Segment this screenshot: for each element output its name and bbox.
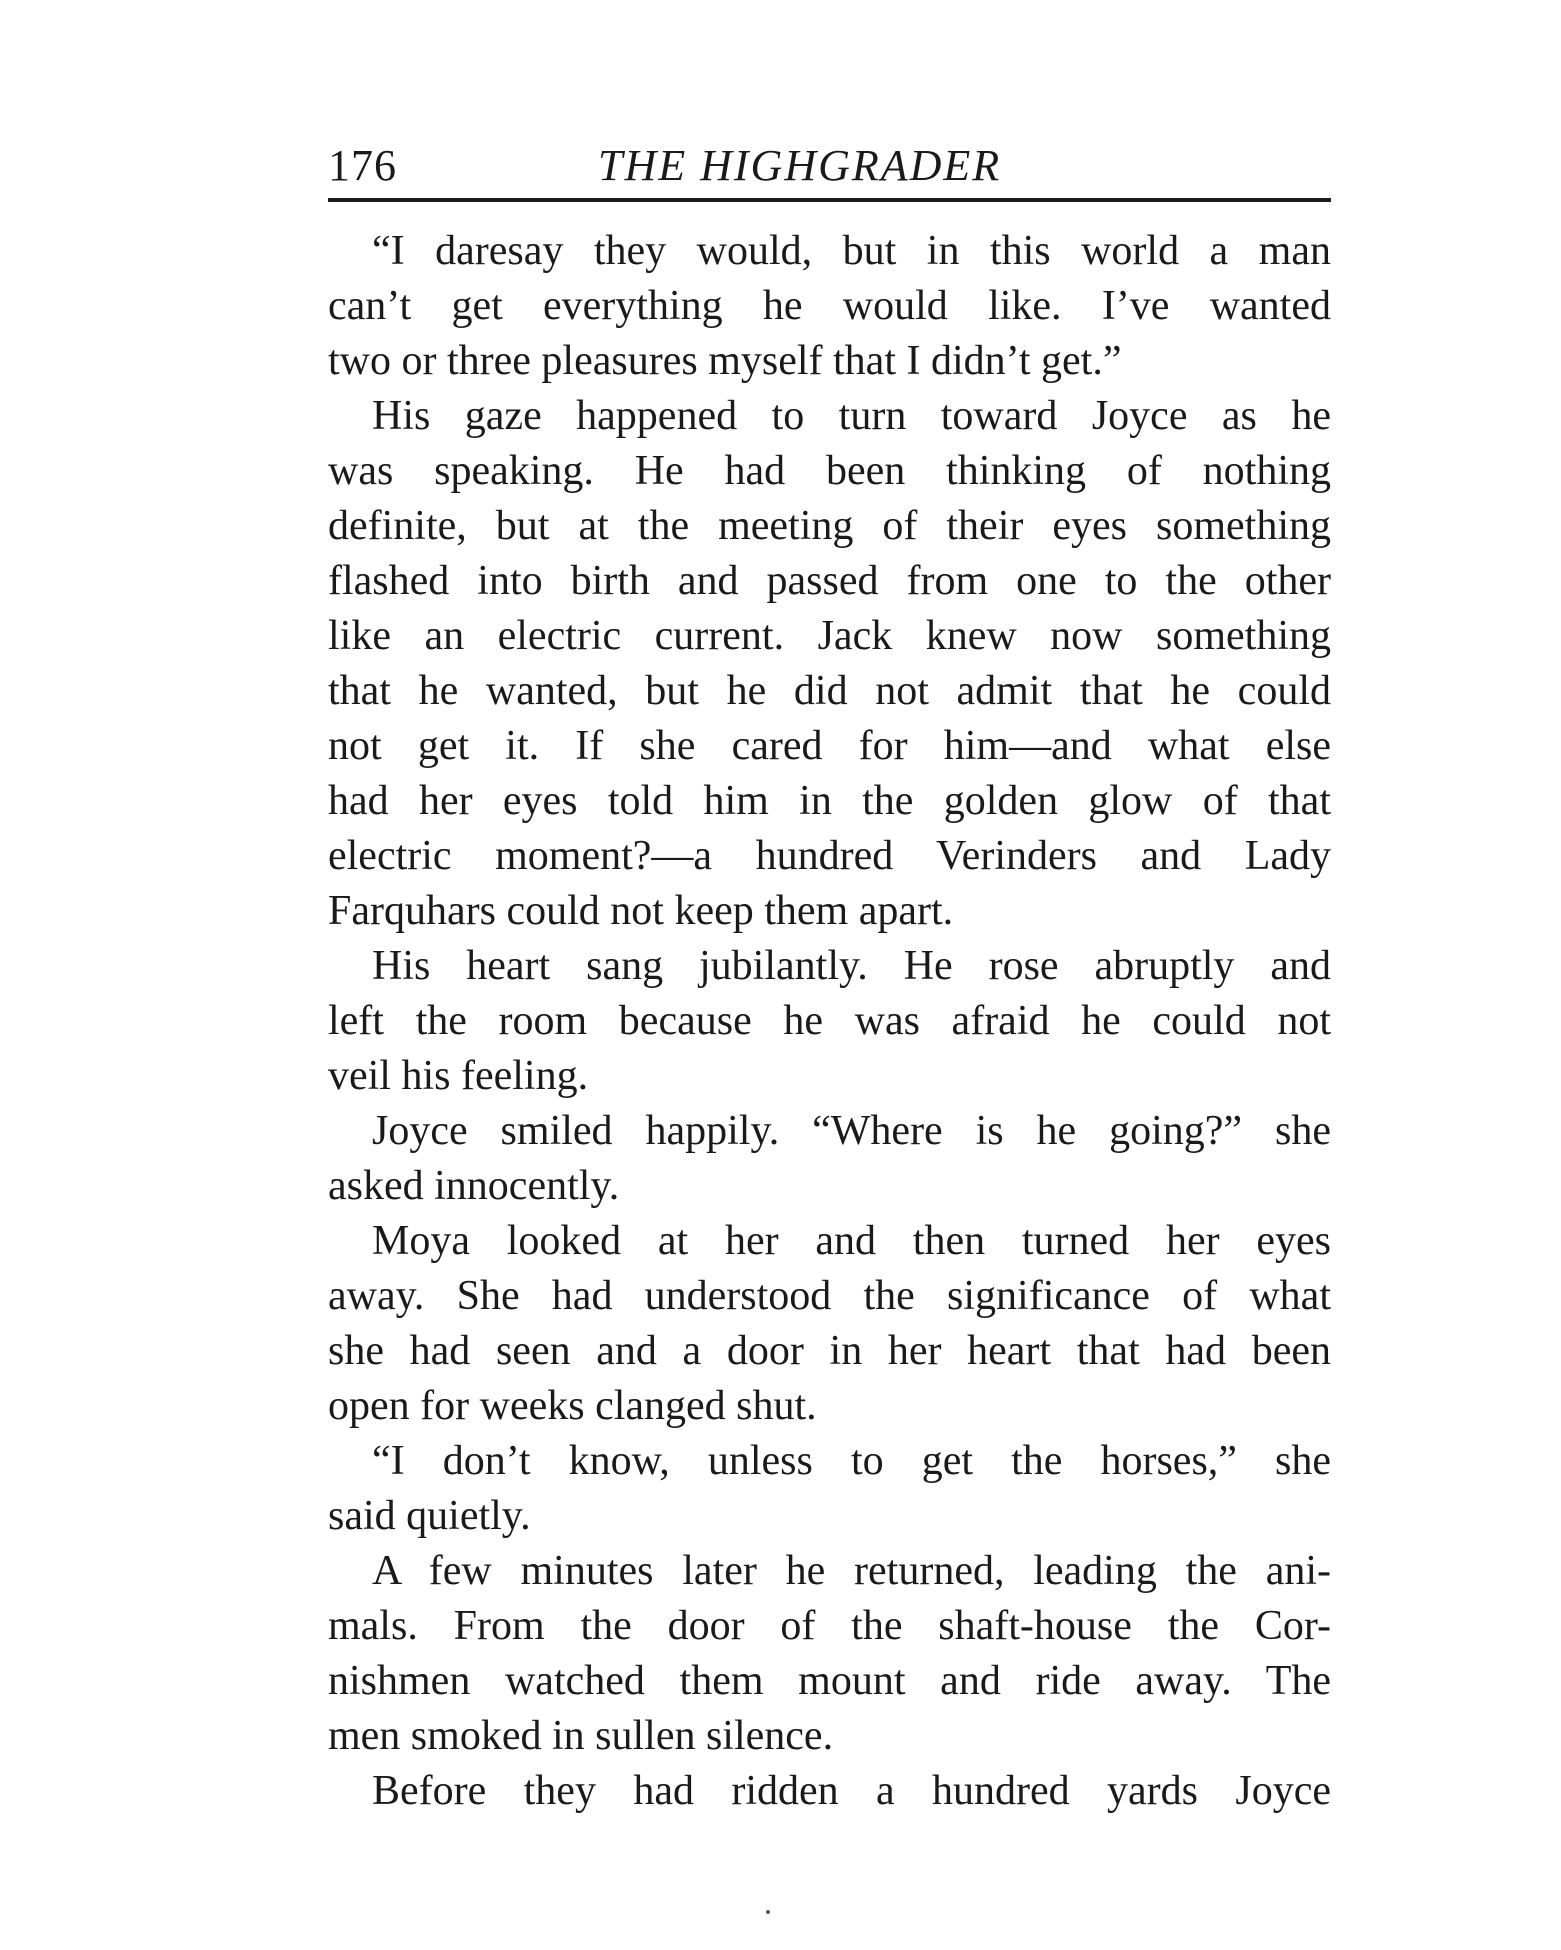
- text-line: veil his feeling.: [328, 1053, 589, 1099]
- text-line: A few minutes later he returned, leading the ani-: [372, 1548, 1331, 1594]
- text-line: Moya looked at her and then turned her eyes: [372, 1218, 1331, 1264]
- paragraph: [328, 1214, 1331, 1434]
- text-line: said quietly.: [328, 1493, 531, 1539]
- text-line: asked innocently.: [328, 1163, 620, 1209]
- paragraph: [328, 939, 1331, 1104]
- scan-speck: [766, 1910, 770, 1914]
- text-line: had her eyes told him in the golden glow of that: [328, 778, 1331, 824]
- text-line: definite, but at the meeting of their eyes something: [328, 503, 1331, 549]
- text-line: Joyce smiled happily. “Where is he going?” she: [372, 1108, 1331, 1154]
- body-text: [328, 224, 1331, 1819]
- text-line: “I don’t know, unless to get the horses,” she: [372, 1438, 1331, 1484]
- text-line: mals. From the door of the shaft-house the Cor-: [328, 1603, 1331, 1649]
- paragraph: [328, 1434, 1331, 1544]
- text-line: nishmen watched them mount and ride away. The: [328, 1658, 1331, 1704]
- paragraph: [328, 389, 1331, 939]
- text-line: like an electric current. Jack knew now something: [328, 613, 1331, 659]
- text-line: that he wanted, but he did not admit that he could: [328, 668, 1331, 714]
- page-header: [328, 136, 1331, 196]
- text-line: electric moment?—a hundred Verinders and Lady: [328, 833, 1331, 879]
- text-line: not get it. If she cared for him—and what else: [328, 723, 1331, 769]
- text-line: His gaze happened to turn toward Joyce as he: [372, 393, 1331, 439]
- text-line: was speaking. He had been thinking of nothing: [328, 448, 1331, 494]
- text-line: can’t get everything he would like. I’ve wanted: [328, 283, 1331, 329]
- running-title: THE HIGHGRADER: [598, 141, 1002, 190]
- text-line: away. She had understood the significance of what: [328, 1273, 1331, 1319]
- header-rule: [328, 198, 1331, 202]
- text-line: she had seen and a door in her heart that had been: [328, 1328, 1331, 1374]
- paragraph: [328, 1544, 1331, 1764]
- text-line: men smoked in sullen silence.: [328, 1713, 834, 1759]
- paragraph: [328, 1104, 1331, 1214]
- text-line: Before they had ridden a hundred yards Joyce: [372, 1768, 1331, 1814]
- page-number: 176: [328, 141, 397, 190]
- text-line: two or three pleasures myself that I didn’t get.”: [328, 338, 1122, 384]
- text-line: His heart sang jubilantly. He rose abruptly and: [372, 943, 1331, 989]
- paragraph: [328, 1764, 1331, 1819]
- text-line: flashed into birth and passed from one to the other: [328, 558, 1331, 604]
- text-line: left the room because he was afraid he could not: [328, 998, 1331, 1044]
- text-line: Farquhars could not keep them apart.: [328, 888, 954, 934]
- text-line: open for weeks clanged shut.: [328, 1383, 817, 1429]
- text-line: “I daresay they would, but in this world a man: [372, 228, 1331, 274]
- paragraph: [328, 224, 1331, 389]
